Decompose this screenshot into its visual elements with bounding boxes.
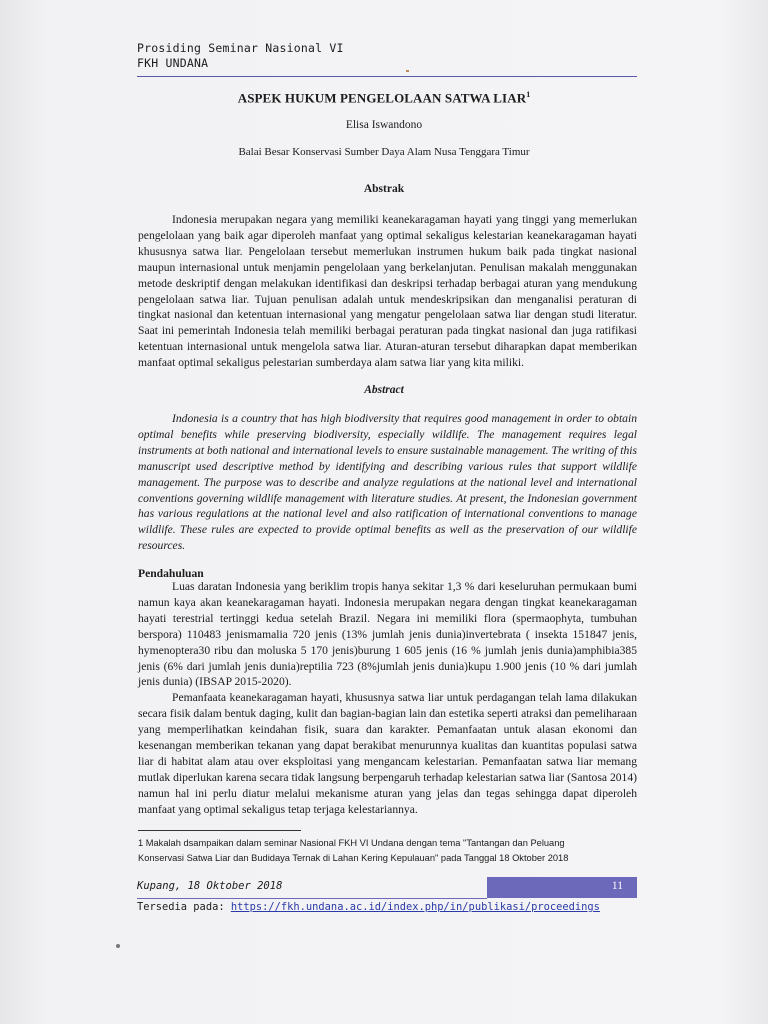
- footnote-rule: [138, 830, 301, 831]
- header-rule: [137, 76, 637, 77]
- running-header: [137, 41, 344, 71]
- proceedings-title: Prosiding Seminar Nasional VI: [137, 41, 344, 55]
- footnote-line-1: 1 Makalah dsampaikan dalam seminar Nasional FKH VI Undana dengan tema "Tantangan dan Peluang: [138, 838, 565, 848]
- paper-title: [0, 90, 768, 106]
- pendahuluan-body: [138, 579, 637, 818]
- footnote-line-2: Konservasi Satwa Liar dan Budidaya Ternak di Lahan Kering Kepulauan" pada Tanggal 18 Oktober 2018: [138, 852, 569, 863]
- institution-name: FKH UNDANA: [137, 56, 209, 70]
- author-name: Elisa Iswandono: [345, 119, 423, 131]
- footnote: [138, 836, 638, 865]
- availability-line: [137, 901, 600, 913]
- footer-rule: [137, 898, 487, 899]
- abstrak-heading: Abstrak: [363, 183, 405, 195]
- proceedings-link[interactable]: https://fkh.undana.ac.id/index.php/in/publikasi/proceedings: [230, 901, 600, 913]
- paper-title-text: ASPEK HUKUM PENGELOLAAN SATWA LIAR: [237, 90, 527, 106]
- section-heading-pendahuluan: Pendahuluan: [138, 567, 204, 580]
- title-footnote-marker: 1: [526, 90, 531, 99]
- scan-dot: [116, 944, 120, 948]
- abstract-body: [138, 411, 637, 554]
- pendahuluan-paragraph-1: Luas daratan Indonesia yang beriklim tropis hanya sekitar 1,3 % dari keseluruhan permukaan bumi namun kaya akan keanekaragaman hayati. Indonesia merupakan negara dengan tingkat keanekaragaman hayati terestrial tertinggi kedua setelah Brazil. Negara ini memiliki flora (spermaophyta, tumbuhan berspora) 110483 jenismamalia 720 jenis (13% jumlah jenis dunia)invertebrata ( insekta 151847 jenis, hymenoptera30 ribu dan moluska 5 170 jenis)burung 1 605 jenis (16 % jumlah jenis dunia)amphibia385 jenis (6% dari jumlah jenis dunia)reptilia 723 (8%jumlah jenis dunia)kupu 1.900 jenis (10 % dari jumlah jenis dunia) (IBSAP 2015-2020).: [138, 580, 637, 689]
- abstract-heading: Abstract: [364, 384, 404, 396]
- pendahuluan-paragraph-2: Pemanfaata keanekaragaman hayati, khususnya satwa liar untuk perdagangan telah lama dilakukan secara fisik dalam bentuk daging, kulit dan bagian-bagian lain dan estetika seperti atraksi dan pemeliharaan yang memperlihatkan keindahan fisik, suara dan karakter. Pemanfaatan untuk alasan ekonomi dan kesenangan memberikan tekanan yang dapat berakibat menurunnya kualitas dan kuantitas populasi satwa liar di habitat alam atau over eksploitasi yang mengancam kelestarian. Pemanfaatan satwa liar memang mutlak diperlukan karena secara tidak langsung berpengaruh terhadap kelestarian satwa liar (Santosa 2014) namun hal ini perlu diatur melalui mekanisme aturan yang jelas dan tegas sehingga dapat diperoleh manfaat yang optimal sekaligus tetap terjaga kelestariannya.: [138, 691, 637, 816]
- abstract-text: Indonesia is a country that has high biodiversity that requires good management in order to obtain optimal benefits while preserving biodiversity, especially wildlife. The management requires legal instruments at both national and international levels to ensure sustainable management. The writing of this manuscript used descriptive method by identifying and describing various rules that support wildlife management. The purpose was to describe and analyze regulations at the national level and international conventions governing wildlife management with literature studies. At present, the Indonesian government has various regulations at the national level and also ratification of international conventions to manage wildlife. These rules are expected to provide optimal benefits as well as the preservation of our wildlife resources.: [138, 412, 637, 553]
- scan-speck: [406, 70, 409, 72]
- abstrak-text: Indonesia merupakan negara yang memiliki keanekaragaman hayati yang tinggi yang memerlukan pengelolaan yang baik agar diperoleh manfaat yang optimal sekaligus kelestarian keanekaragaman hayati khususnya satwa liar. Pengelolaan tersebut memerlukan instrumen hukum baik pada tingkat nasional maupun internasional untuk menjamin pengelolaan yang berkelanjutan. Penulisan makalah menggunakan metode deskriptif dengan melakukan identifikasi dan deskripsi terhadap berbagai aturan yang mendukung pengelolaan satwa liar. Tujuan penulisan adalah untuk mendeskripsikan dan menganalisi peraturan di tingkat nasional dan ketentuan internasional yang mengatur pengelolaan satwa liar dengan studi literatur. Saat ini pemerintah Indonesia telah memiliki berbagai peraturan pada tingkat nasional dan juga ratifikasi ketentuan internasional untuk mengelola satwa liar. Aturan-aturan tersebut diharapkan dapat memberikan manfaat optimal sekaligus pelestarian sumberdaya alam satwa liar yang kita miliki.: [138, 213, 637, 370]
- author-affiliation: Balai Besar Konservasi Sumber Daya Alam Nusa Tenggara Timur: [238, 146, 530, 158]
- footer-place-date: Kupang, 18 Oktober 2018: [137, 880, 283, 892]
- page-number-box: [487, 877, 637, 898]
- abstrak-body: [138, 212, 637, 371]
- availability-label: Tersedia pada:: [137, 901, 231, 913]
- page-number: 11: [611, 880, 623, 892]
